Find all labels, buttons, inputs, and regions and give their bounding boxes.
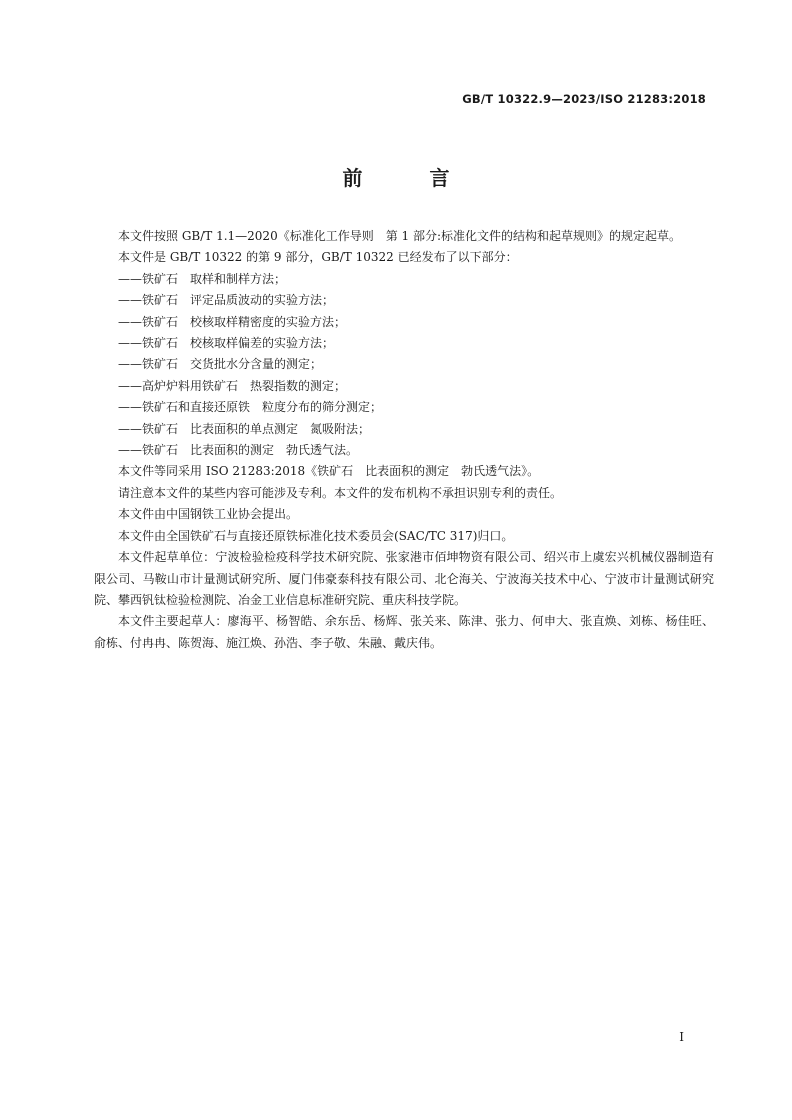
paragraph-proposer: 本文件由中国钢铁工业协会提出。 <box>118 507 299 522</box>
paragraph-drafting-rules: 本文件按照 GB/T 1.1—2020《标准化工作导则 第 1 部分:标准化文件的结构和起草规则》的规定起草。 <box>118 229 682 243</box>
paragraph-iso-adoption: 本文件等同采用 ISO 21283:2018《铁矿石 比表面积的测定 勃氏透气法》。 <box>118 464 540 479</box>
list-item: ——铁矿石 校核取样偏差的实验方法； <box>118 336 335 351</box>
list-item: ——铁矿石 比表面积的测定 勃氏透气法。 <box>118 443 359 458</box>
list-item: ——铁矿石 比表面积的单点测定 氮吸附法； <box>118 421 371 436</box>
paragraph-committee: 本文件由全国铁矿石与直接还原铁标准化技术委员会(SAC/TC 317)归口。 <box>118 528 514 543</box>
paragraph-parts-intro: 本文件是 GB/T 10322 的第 9 部分，GB/T 10322 已经发布了以下部分： <box>118 250 518 265</box>
paragraph-patent-notice: 请注意本文件的某些内容可能涉及专利。本文件的发布机构不承担识别专利的责任。 <box>118 485 563 500</box>
list-item: ——高炉炉料用铁矿石 热裂指数的测定； <box>118 378 347 393</box>
list-item: ——铁矿石和直接还原铁 粒度分布的筛分测定； <box>118 400 383 415</box>
page-title: 前 言 <box>342 166 480 190</box>
page-number: I <box>679 1030 684 1044</box>
list-item: ——铁矿石 交货批水分含量的测定； <box>118 357 323 372</box>
standard-number-header: GB/T 10322.9—2023/ISO 21283:2018 <box>462 92 706 106</box>
list-item: ——铁矿石 校核取样精密度的实验方法； <box>118 314 347 329</box>
document-body <box>94 226 714 654</box>
list-item: ——铁矿石 取样和制样方法； <box>118 271 287 286</box>
paragraph-drafting-units: 本文件起草单位：宁波检验检疫科学技术研究院、张家港市佰坤物资有限公司、绍兴市上虞宏兴机械仪器制造有限公司、马鞍山市计量测试研究所、厦门伟豪泰科技有限公司、北仑海关、宁波海关技术中心、宁波市计量测试研究院、攀西钒钛检验检测院、冶金工业信息标准研究院、重庆科技学院。 <box>94 550 714 607</box>
list-item: ——铁矿石 评定品质波动的实验方法； <box>118 293 335 308</box>
paragraph-drafters: 本文件主要起草人：廖海平、杨智皓、余东岳、杨辉、张关来、陈津、张力、何申大、张直焕、刘栋、杨佳旺、俞栋、付冉冉、陈贺海、施江焕、孙浩、李子敬、朱融、戴庆伟。 <box>94 614 714 650</box>
